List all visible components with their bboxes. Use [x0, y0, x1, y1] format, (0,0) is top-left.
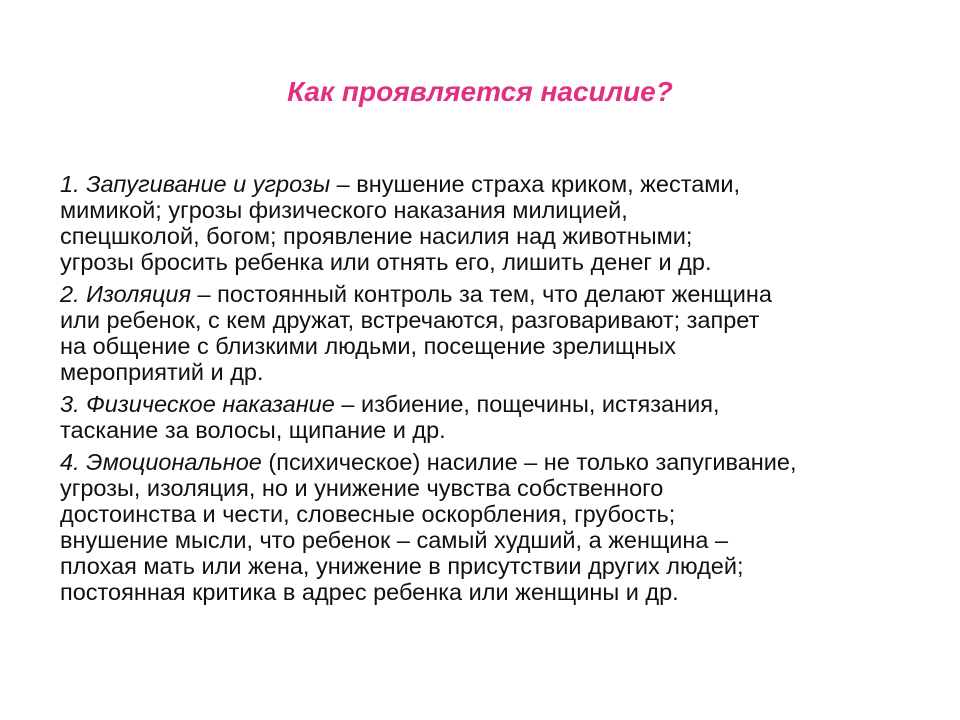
- item-line: таскание за волосы, щипание и др.: [60, 417, 446, 443]
- item-line: плохая мать или жена, унижение в присутствии других людей;: [60, 553, 744, 579]
- item-line: [60, 171, 910, 197]
- item-line: или ребенок, с кем дружат, встречаются, разговаривают; запрет: [60, 307, 760, 333]
- item-line: мероприятий и др.: [60, 359, 264, 385]
- item-text: – постоянный контроль за тем, что делают женщина: [191, 281, 772, 307]
- slide-title: Как проявляется насилие?: [287, 76, 673, 107]
- item-text: (психическое) насилие – не только запугивание,: [261, 449, 797, 475]
- item-text: – избиение, пощечины, истязания,: [334, 391, 720, 417]
- item-term: 4. Эмоциональное: [60, 449, 262, 475]
- list-item-intimidation: [60, 171, 910, 275]
- item-line: угрозы бросить ребенка или отнять его, лишить денег и др.: [60, 249, 712, 275]
- list-item-isolation: [60, 281, 910, 385]
- item-text: – внушение страха криком, жестами,: [330, 171, 741, 197]
- item-term: 3. Физическое наказание: [60, 391, 335, 417]
- item-line: спецшколой, богом; проявление насилия над животными;: [60, 223, 693, 249]
- violence-forms-list: [60, 171, 910, 611]
- item-term: 2. Изоляция: [60, 281, 192, 307]
- item-line: мимикой; угрозы физического наказания милицией,: [60, 197, 628, 223]
- list-item-emotional-violence: [60, 449, 910, 605]
- item-line: постоянная критика в адрес ребенка или женщины и др.: [60, 579, 679, 605]
- item-line: [60, 449, 910, 475]
- item-line: [60, 281, 910, 307]
- item-line: на общение с близкими людьми, посещение зрелищных: [60, 333, 676, 359]
- item-line: достоинства и чести, словесные оскорбления, грубость;: [60, 501, 676, 527]
- item-line: угрозы, изоляция, но и унижение чувства собственного: [60, 475, 664, 501]
- item-line: [60, 391, 910, 417]
- list-item-physical-punishment: [60, 391, 910, 443]
- item-line: внушение мысли, что ребенок – самый худший, а женщина –: [60, 527, 729, 553]
- item-term: 1. Запугивание и угрозы: [60, 171, 331, 197]
